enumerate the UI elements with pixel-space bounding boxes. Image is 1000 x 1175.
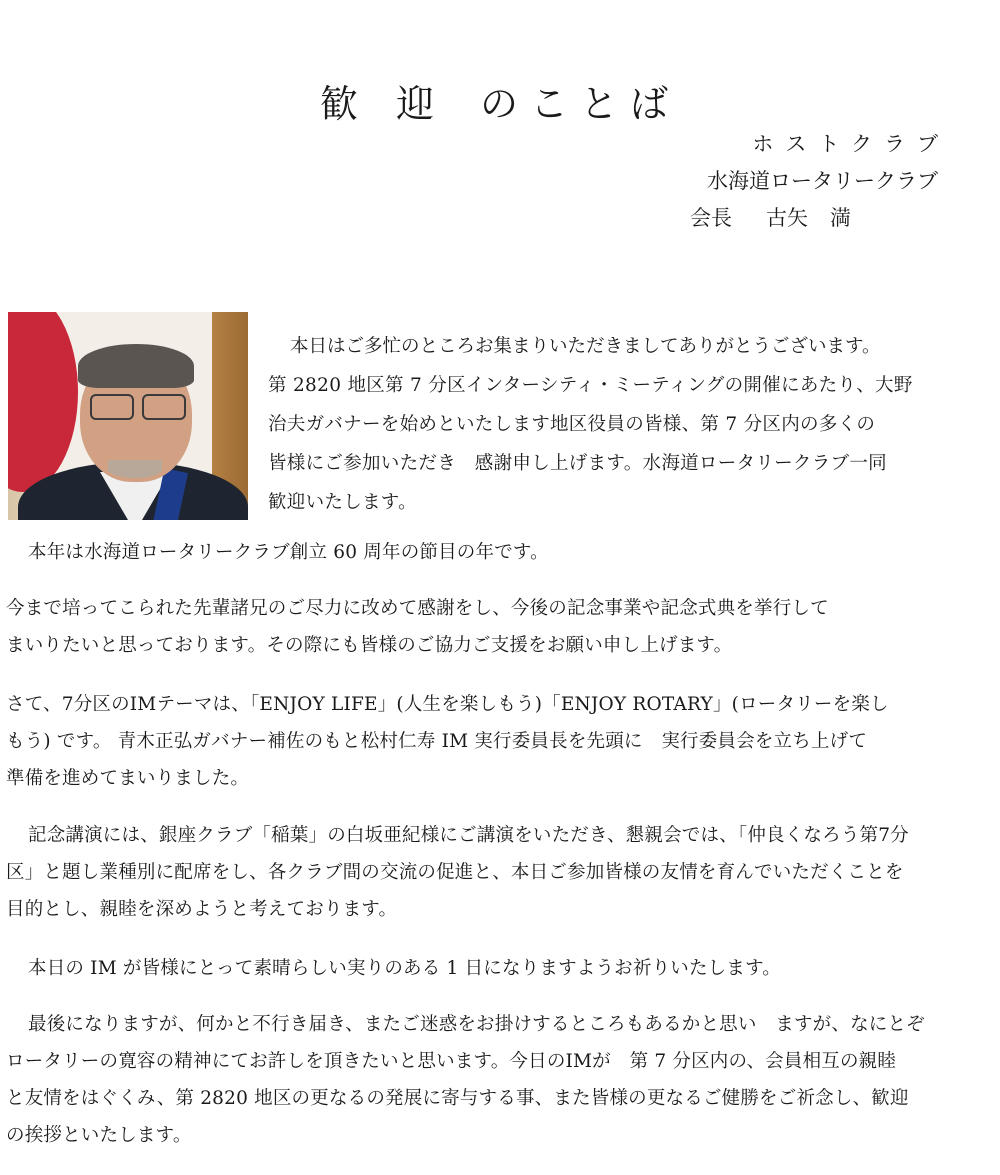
president-given-name: 満 [830,206,851,230]
paragraph-anniversary [6,534,942,571]
body-line: の挨拶といたします。 [6,1125,192,1146]
title-char-2: 迎 [395,82,436,127]
intro-line: 歓迎いたします。 [268,492,417,513]
body-line: もう) です。 青木正弘ガバナー補佐のもと松村仁寿 IM 実行委員長を先頭に 実行委員会を立ち上げて [6,731,868,752]
intro-line: 第 2820 地区第 7 分区インターシティ・ミーティングの開催にあたり、大野 [268,375,913,396]
signature-block [678,126,950,237]
body-line: さて、7分区のIMテーマは、「ENJOY LIFE」(人生を楽しもう)「ENJOY ROTARY」(ロータリーを楽し [6,694,889,715]
paragraph-gratitude [6,590,942,664]
title-char-1: 歓 [319,82,360,127]
intro-greeting: 本日はご多忙のところお集まりいただきましてありがとうございます。 [290,335,881,357]
club-name: 水海道ロータリークラブ [707,169,938,193]
body-line: 目的とし、親睦を深めようと考えております。 [6,899,398,920]
president-line [678,200,938,237]
page-title [0,73,1000,128]
body-line: ロータリーの寛容の精神にてお許しを頂きたいと思います。今日のIMが 第 7 分区内の、会員相互の親睦 [6,1051,897,1072]
body-line: と友情をはぐくみ、第 2820 地区の更なるの発展に寄与する事、また皆様の更なるご健勝をご祈念し、歓迎 [6,1088,909,1109]
title-rest: のことば [480,82,681,127]
intro-paragraph [268,366,940,522]
body-line: 最後になりますが、何かと不行き届き、またご迷惑をお掛けするところもあるかと思い ますが、なにとぞ [28,1014,925,1035]
president-portrait [8,312,248,520]
president-surname: 古矢 [766,206,808,230]
intro-line: 皆様にご参加いただき 感謝申し上げます。水海道ロータリークラブ一同 [268,453,887,474]
paragraph-closing [6,1006,942,1154]
paragraph-lecture [6,817,942,928]
body-line: 本年は水海道ロータリークラブ創立 60 周年の節目の年です。 [28,542,549,563]
body-line: 今まで培ってこられた先輩諸兄のご尽力に改めて感謝をし、今後の記念事業や記念式典を挙行して [6,598,829,619]
body-line: 準備を進めてまいりました。 [6,768,250,789]
body-line: 記念講演には、銀座クラブ「稲葉」の白坂亜紀様にご講演をいただき、懇親会では、「仲良くなろう第7分 [28,825,909,846]
paragraph-theme [6,686,942,797]
paragraph-prayer [6,950,942,987]
body-line: まいりたいと思っております。その際にも皆様のご協力ご支援をお願い申し上げます。 [6,635,733,656]
host-club-label: ホストクラブ [752,132,950,156]
president-role: 会長 [690,206,732,230]
intro-line: 治夫ガバナーを始めといたします地区役員の皆様、第 7 分区内の多くの [268,414,876,435]
body-line: 区」と題し業種別に配席をし、各クラブ間の交流の促進と、本日ご参加皆様の友情を育んでいただくことを [6,862,904,883]
body-line: 本日の IM が皆様にとって素晴らしい実りのある 1 日になりますようお祈りいたします。 [28,958,781,979]
